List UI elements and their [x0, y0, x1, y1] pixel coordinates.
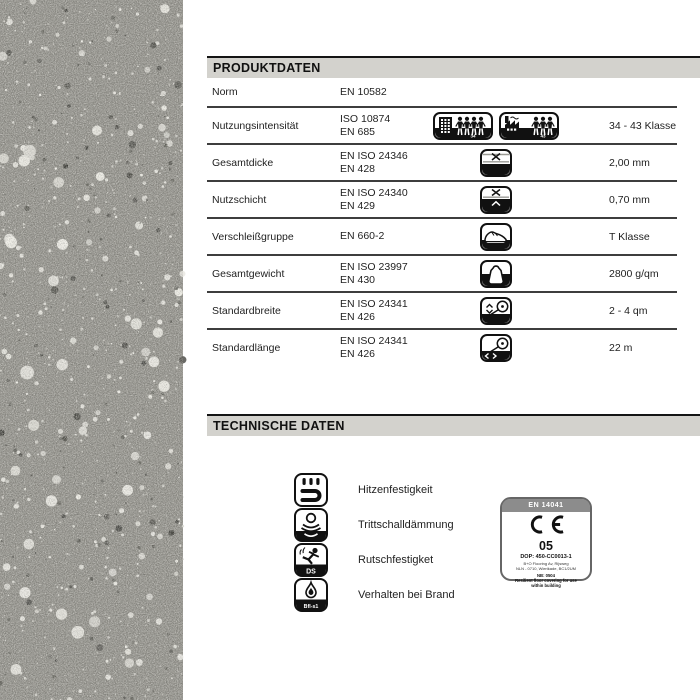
list-item-fire-behavior [294, 578, 455, 612]
table-row-standardlaenge [207, 328, 677, 365]
tech-item-label: Rutschfestigket [358, 554, 434, 566]
flooring-texture-svg [0, 0, 183, 700]
slip-resistance-icon [294, 543, 328, 577]
ce-notified-body: NB: 0504 [537, 572, 555, 578]
table-row-nutzungsintensitaet [207, 106, 677, 143]
produktdaten-table [207, 78, 677, 365]
technische-daten-header-bar [207, 414, 700, 436]
row-norm-line1: EN 10582 [340, 85, 387, 98]
row-norm-line1: EN ISO 24341 [340, 298, 408, 310]
row-norm-line2: EN 429 [340, 199, 376, 212]
impact-sound-insulation-icon [294, 508, 328, 542]
row-norm-line2: EN 685 [340, 125, 376, 138]
table-row-gesamtdicke [207, 143, 677, 180]
tech-item-label: Verhalten bei Brand [358, 589, 455, 601]
row-value: T Klasse [609, 230, 650, 243]
usage-class-number: 43 [540, 132, 546, 138]
row-norm-line1: EN 660-2 [340, 230, 385, 243]
row-label: Norm [212, 86, 238, 98]
row-norm-line1: EN ISO 24346 [340, 150, 408, 162]
ce-standard-label: EN 14041 [502, 499, 590, 512]
fire-behavior-icon [294, 578, 328, 612]
row-norm-line1: EN ISO 24340 [340, 187, 408, 199]
row-label: Verschleißgruppe [212, 230, 294, 243]
table-row-verschleissgruppe [207, 217, 677, 254]
ce-mark-icon [524, 514, 568, 535]
row-norm-line2: EN 426 [340, 347, 376, 360]
ce-year-number: 05 [539, 539, 553, 553]
flooring-sample-image [0, 0, 183, 700]
usage-class-number: 34 [470, 132, 476, 138]
technische-daten-list [294, 473, 455, 613]
row-label: Standardlänge [212, 341, 281, 354]
row-label: Gesamtgewicht [212, 267, 285, 280]
row-value: 22 m [609, 341, 633, 354]
ce-description-line2: within building [531, 582, 561, 588]
row-norm-line1: EN ISO 23997 [340, 261, 408, 273]
row-value: 0,70 mm [609, 193, 650, 206]
tech-item-label: Hitzenfestigkeit [358, 484, 433, 496]
row-norm-line2: EN 428 [340, 162, 376, 175]
list-item-impact-sound [294, 508, 455, 542]
standard-width-roll-icon [480, 297, 512, 325]
row-label: Gesamtdicke [212, 156, 274, 169]
ce-dop-number: DOP: 450-CC0013-1 [520, 554, 572, 560]
technische-daten-title: TECHNISCHE DATEN [213, 419, 345, 433]
table-row-standardbreite [207, 291, 677, 328]
total-thickness-icon [480, 149, 512, 177]
row-label: Standardbreite [212, 304, 281, 317]
standard-length-roll-icon [480, 334, 512, 362]
table-row-gesamtgewicht [207, 254, 677, 291]
row-label: Nutzungsintensität [212, 119, 299, 132]
ce-address-line2: NLN - 0710, Wierikade, BC1/2UM [515, 566, 577, 571]
total-weight-icon [480, 260, 512, 288]
row-value: 34 - 43 Klasse [609, 119, 677, 132]
row-norm-line1: EN ISO 24341 [340, 335, 408, 347]
heat-resistance-icon [294, 473, 328, 507]
row-norm-line2: EN 426 [340, 310, 376, 323]
usage-class-commercial-icon [433, 112, 493, 140]
list-item-heat-resistance [294, 473, 455, 507]
row-norm-line2: EN 430 [340, 273, 376, 286]
slip-class-label: DS [306, 568, 316, 576]
row-value: 2,00 mm [609, 156, 650, 169]
produktdaten-title: PRODUKTDATEN [213, 61, 321, 75]
wear-layer-icon [480, 186, 512, 214]
row-norm-line1: ISO 10874 [340, 113, 391, 125]
row-label: Nutzschicht [212, 193, 267, 206]
list-item-slip-resistance [294, 543, 455, 577]
row-value: 2 - 4 qm [609, 304, 648, 317]
ce-address-line1: B+O Flooring Av, Rijsweg [523, 561, 569, 566]
ce-certification-badge [500, 497, 592, 588]
ce-description-line1: Resilient floor covering for use [515, 577, 577, 583]
produktdaten-header-bar [207, 56, 700, 78]
table-row-norm [207, 78, 677, 106]
wear-group-shoe-icon [480, 223, 512, 251]
row-value: 2800 g/qm [609, 267, 659, 280]
tech-item-label: Trittschalldämmung [358, 519, 454, 531]
table-row-nutzschicht [207, 180, 677, 217]
fire-class-label: Bfl-s1 [303, 603, 319, 610]
usage-class-industrial-icon [499, 112, 559, 140]
